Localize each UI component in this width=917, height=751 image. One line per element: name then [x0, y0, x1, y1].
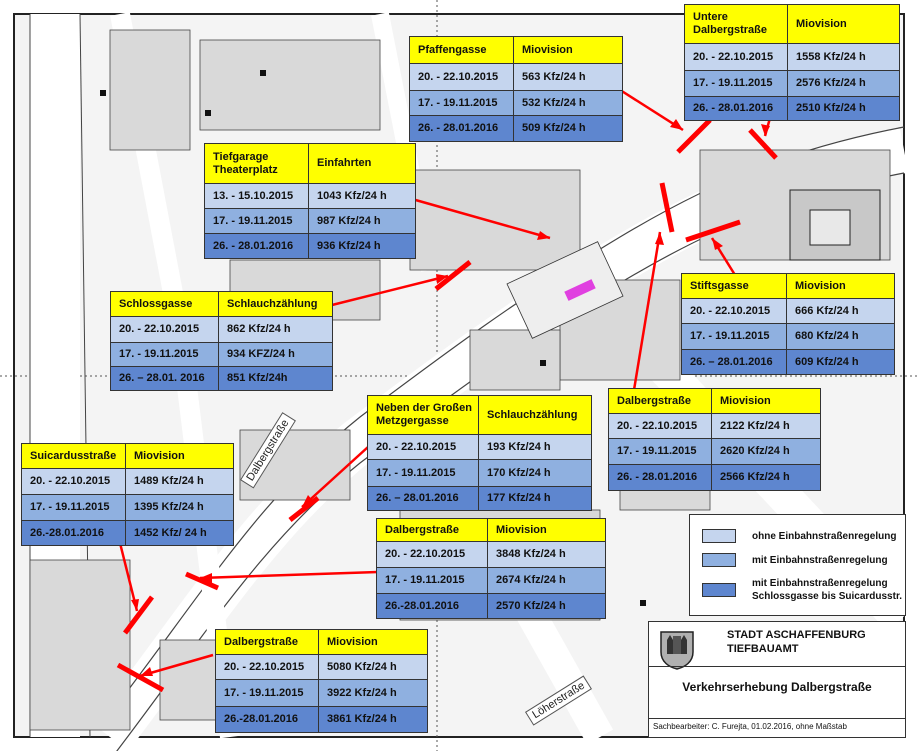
table-value: 563 Kfz/24 h [522, 70, 586, 83]
table-method: Miovision [796, 17, 847, 30]
table-value: 5080 Kfz/24 h [327, 660, 397, 673]
table-method: Schlauchzählung [227, 297, 318, 310]
legend-label: mit Einbahnstraßenregelung [752, 578, 888, 589]
table-method: Miovision [496, 523, 547, 536]
table-date: 20. - 22.10.2015 [609, 414, 712, 438]
table-value: 862 Kfz/24 h [227, 323, 291, 335]
legend [689, 514, 906, 616]
table-method: Miovision [522, 43, 573, 56]
table-value: 851 Kfz/24h [227, 372, 288, 384]
table-value: 2620 Kfz/24 h [720, 445, 790, 457]
table-date: 17. - 19.11.2015 [368, 460, 479, 486]
table-date: 26. - 28.01.2016 [205, 234, 309, 258]
count-table-schlossgasse [110, 291, 333, 391]
table-value: 177 Kfz/24 h [487, 492, 551, 504]
legend-item-oneway [702, 553, 888, 567]
table-location: Schlossgasse [111, 292, 219, 316]
table-location: Suicardusstraße [22, 444, 126, 468]
table-date: 20. - 22.10.2015 [22, 469, 126, 494]
table-value: 987 Kfz/24 h [317, 214, 381, 227]
table-date: 17. - 19.11.2015 [216, 680, 319, 706]
table-date: 26. - 28.01.2016 [609, 465, 712, 490]
table-value: 936 Kfz/24 h [317, 239, 381, 252]
table-date: 20. - 22.10.2015 [685, 44, 788, 70]
table-location: Dalbergstraße [377, 519, 488, 541]
table-date: 20. - 22.10.2015 [216, 655, 319, 679]
table-location: Untere Dalbergstraße [685, 5, 788, 43]
table-value: 1043 Kfz/24 h [317, 189, 387, 202]
table-method: Miovision [134, 449, 185, 462]
table-date: 26. - 28.01.2016 [685, 97, 788, 120]
table-value: 2576 Kfz/24 h [796, 77, 866, 89]
table-value: 666 Kfz/24 h [795, 304, 859, 317]
table-value: 3922 Kfz/24 h [327, 686, 397, 699]
table-date: 17. - 19.11.2015 [609, 439, 712, 464]
legend-swatch [702, 583, 736, 597]
legend-label: ohne Einbahnstraßenregelung [752, 530, 897, 542]
map-footer: Sachbearbeiter: C. Furejta, 01.02.2016, ohne Maßstab [653, 722, 847, 731]
table-method: Miovision [720, 394, 771, 407]
count-table-untere-dalbergstrasse [684, 4, 900, 121]
count-table-tiefgarage-theaterplatz [204, 143, 416, 259]
table-value: 2122 Kfz/24 h [720, 419, 790, 432]
legend-label: mit Einbahnstraßenregelung [752, 554, 888, 566]
table-date: 17. - 19.11.2015 [685, 71, 788, 96]
table-date: 26. - 28.01.2016 [410, 116, 514, 141]
table-value: 2674 Kfz/24 h [496, 574, 566, 586]
table-date: 17. - 19.11.2015 [111, 343, 219, 366]
count-table-dalbergstrasse-south [215, 629, 428, 733]
table-value: 3848 Kfz/24 h [496, 548, 566, 560]
table-date: 17. - 19.11.2015 [22, 495, 126, 520]
legend-swatch [702, 529, 736, 543]
table-date: 20. - 22.10.2015 [410, 64, 514, 90]
table-value: 3861 Kfz/24 h [327, 713, 397, 725]
table-location: Stiftsgasse [682, 274, 787, 298]
table-date: 20. - 22.10.2015 [368, 435, 479, 459]
table-method: Einfahrten [317, 157, 372, 169]
table-value: 680 Kfz/24 h [795, 330, 859, 342]
table-method: Miovision [327, 635, 378, 648]
table-value: 2510 Kfz/24 h [796, 102, 866, 114]
table-location: Neben der Großen Metzgergasse [368, 396, 479, 434]
table-date: 20. - 22.10.2015 [111, 317, 219, 342]
authority-name: STADT ASCHAFFENBURG [727, 629, 866, 641]
table-location: Dalbergstraße [216, 630, 319, 654]
title-block [648, 621, 906, 738]
table-date: 26. – 28.01.2016 [682, 350, 787, 374]
count-table-pfaffengasse [409, 36, 623, 142]
table-date: 26. – 28.01.2016 [368, 487, 479, 510]
table-date: 17. - 19.11.2015 [410, 91, 514, 115]
map-title: Verkehrserhebung Dalbergstraße [682, 680, 872, 694]
table-date: 26.-28.01.2016 [377, 594, 488, 618]
table-value: 609 Kfz/24 h [795, 355, 859, 368]
table-date: 13. - 15.10.2015 [205, 184, 309, 208]
count-table-suicardusstrasse [21, 443, 234, 546]
count-table-stiftsgasse [681, 273, 895, 375]
count-table-dalbergstrasse-mid [376, 518, 606, 619]
table-date: 17. - 19.11.2015 [377, 568, 488, 593]
table-method: Miovision [795, 279, 846, 292]
table-value: 509 Kfz/24 h [522, 122, 586, 134]
table-value: 2570 Kfz/24 h [496, 599, 566, 612]
table-value: 934 KFZ/24 h [227, 348, 295, 360]
city-crest-icon [657, 626, 697, 670]
table-location: Pfaffengasse [410, 37, 514, 63]
table-value: 170 Kfz/24 h [487, 466, 551, 479]
table-date: 26. – 28.01. 2016 [111, 367, 219, 390]
table-value: 1452 Kfz/ 24 h [134, 526, 207, 539]
table-date: 26.-28.01.2016 [216, 707, 319, 732]
table-value: 193 Kfz/24 h [487, 440, 551, 453]
table-date: 17. - 19.11.2015 [682, 324, 787, 349]
legend-swatch [702, 553, 736, 567]
table-value: 2566 Kfz/24 h [720, 471, 790, 483]
table-date: 20. - 22.10.2015 [377, 542, 488, 567]
legend-item-no-oneway [702, 529, 896, 543]
table-value: 532 Kfz/24 h [522, 96, 586, 109]
table-value: 1489 Kfz/24 h [134, 475, 204, 487]
street-label-loeherstrasse: Löherstraße [525, 675, 592, 725]
table-value: 1395 Kfz/24 h [134, 501, 204, 513]
table-date: 20. - 22.10.2015 [682, 299, 787, 323]
authority-department: TIEFBAUAMT [727, 643, 799, 655]
table-location: Dalbergstraße [609, 389, 712, 413]
legend-label: Schlossgasse bis Suicardusstr. [752, 591, 903, 602]
street-label-dalbergstrasse: Dalbergstraße [240, 412, 296, 488]
table-value: 1558 Kfz/24 h [796, 50, 866, 63]
table-method: Schlauchzählung [487, 408, 578, 421]
count-table-dalbergstrasse-east [608, 388, 821, 491]
table-date: 26.-28.01.2016 [22, 521, 126, 545]
table-date: 17. - 19.11.2015 [205, 209, 309, 233]
legend-item-oneway-schlossgasse [702, 577, 902, 603]
count-table-metzgergasse [367, 395, 592, 511]
table-location: Tiefgarage Theaterplatz [205, 144, 309, 183]
